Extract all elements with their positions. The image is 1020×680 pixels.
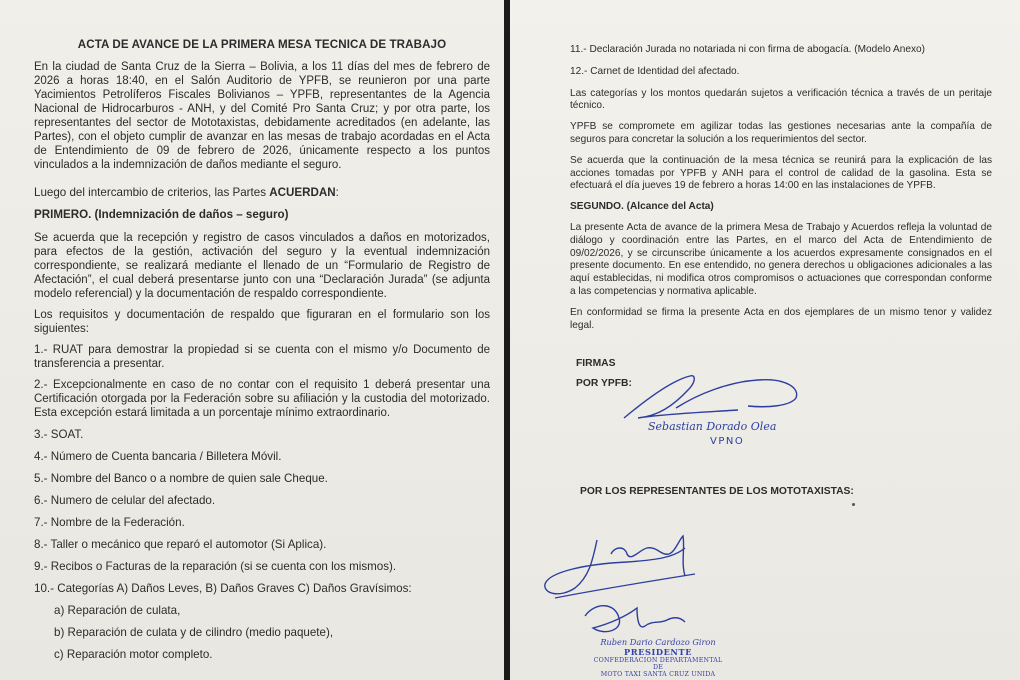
sub-item: a) Reparación de culata, [54, 604, 181, 617]
signature-note: VPNO [710, 436, 745, 447]
representantes-label: POR LOS REPRESENTANTES DE LOS MOTOTAXISTAS: [580, 486, 854, 497]
signature-name: Sebastian Dorado Olea [648, 420, 777, 433]
left-page [0, 0, 504, 680]
segundo-paragraph: La presente Acta de avance de la primera Mesa de Trabajo y Acuerdos refleja la voluntad de diálogo y coordinación entre las Partes, en el marco del Acta de Entendimiento de 09/02/2026, y se circunscribe únicamente a los acuerdos expresamente consignados en el presente documento. En ese entendido, no genera derechos u obligaciones adicionales a las aquí establecidas, ni modifica otros compromisos o actuaciones que correspondan conforme a las competencias y normativa aplicable. [570, 221, 992, 297]
list-item: 8.- Taller o mecánico que reparó el automotor (Si Aplica). [34, 538, 327, 551]
list-item: 4.- Número de Cuenta bancaria / Billetera Móvil. [34, 450, 282, 463]
list-item: 7.- Nombre de la Federación. [34, 516, 185, 529]
ypfb-commitment-paragraph: YPFB se compromete em agilizar todas las gestiones necesarias ante la compañía de seguros para concretar la solución a los requerimientos del sector. [570, 121, 992, 145]
agreement-suffix: : [335, 186, 339, 199]
signature-underline [555, 574, 695, 598]
list-item: 12.- Carnet de Identidad del afectado. [570, 65, 740, 77]
mototaxistas-signature [535, 518, 705, 608]
sub-item: c) Reparación motor completo. [54, 648, 213, 661]
stamp-name: Ruben Dario Cardozo Giron [600, 637, 716, 647]
por-ypfb-label: POR YPFB: [576, 378, 632, 390]
signature-stroke [545, 540, 685, 594]
list-item: 3.- SOAT. [34, 428, 84, 441]
signature-stroke [624, 376, 738, 418]
signature-stroke [585, 606, 685, 632]
categorias-paragraph: Las categorías y los montos quedarán sujetos a verificación técnica a través de un peritaje técnico. [570, 87, 992, 112]
requisitos-paragraph: Los requisitos y documentación de respaldo que figuraran en el formulario son los siguientes: [34, 309, 490, 335]
stamp-org-line1: CONFEDERACION DEPARTAMENTAL DE [593, 657, 723, 671]
signature-loop [676, 380, 797, 408]
agreement-line [34, 185, 490, 200]
primero-paragraph: Se acuerda que la recepción y registro de casos vinculados a daños en motorizados, para efectos de la gestión, activación del seguro y la eventual indemnización correspondiente, se realizará mediante el llenado de un “Formulario de Registro de Afectación”, el cual deberá presentarse junto con una “Declaración Jurada” (se adjunta modelo referencial) y la documentación de respaldo correspondiente. [34, 232, 490, 300]
list-item: 9.- Recibos o Facturas de la reparación (si se cuenta con los mismos). [34, 560, 397, 573]
continuacion-paragraph: Se acuerda que la continuación de la mesa técnica se reunirá para la explicación de las acciones tomadas por YPFB y ANH para el control de calidad de la gasolina. Esta se efectuará el día jueves 19 de febrero a horas 14:00 en las instalaciones de YPFB. [570, 154, 992, 192]
firmas-label: FIRMAS [576, 358, 616, 370]
list-item: 10.- Categorías A) Daños Leves, B) Daños Graves C) Daños Gravísimos: [34, 582, 412, 595]
list-item: 1.- RUAT para demostrar la propiedad si se cuenta con el mismo y/o Documento de transferencia a presentar. [34, 344, 490, 370]
agreement-prefix: Luego del intercambio de criterios, las Partes [34, 186, 270, 199]
ink-dot [852, 503, 855, 506]
segundo-heading: SEGUNDO. (Alcance del Acta) [570, 201, 714, 213]
stamp-signature [575, 596, 695, 640]
list-item: 6.- Numero de celular del afectado. [34, 494, 216, 507]
sub-item: b) Reparación de culata y de cilindro (medio paquete), [54, 626, 334, 639]
list-item: 11.- Declaración Jurada no notariada ni con firma de abogacía. (Modelo Anexo) [570, 44, 925, 55]
signature-stroke [611, 536, 685, 576]
acta-title: ACTA DE AVANCE DE LA PRIMERA MESA TECNICA DE TRABAJO [77, 38, 447, 51]
conformidad-paragraph: En conformidad se firma la presente Acta en dos ejemplares de un mismo tenor y validez legal. [570, 306, 992, 331]
agreement-keyword: ACUERDAN [269, 186, 336, 199]
ypfb-signature [618, 368, 818, 448]
intro-paragraph: En la ciudad de Santa Cruz de la Sierra – Bolivia, a los 11 días del mes de febrero de 2026 a horas 18:40, en el Salón Auditorio de YPFB, se reunieron por una parte Yacimientos Petrolíferos Fiscales Bolivianos – YPFB, representantes de la Agencia Nacional de Hidrocarburos - ANH, y del Comité Pro Santa Cruz; y por otra parte, los representantes del sector de Mototaxistas, debidamente acreditados (en adelante, las Partes), con el objeto cumplir de avanzar en las mesas de trabajo acordadas en el Acta de Entendimiento de 09 de febrero de 2026, únicamente respecto a los puntos vinculados a la indemnización de daños mediante el seguro. [34, 61, 490, 171]
stamp-role: PRESIDENTE [623, 647, 693, 657]
list-item: 2.- Excepcionalmente en caso de no contar con el requisito 1 deberá presentar una Certificación otorgada por la Federación sobre su afiliación y la custodia del motorizado. Esta excepción estará limitada a un porcentaje mínimo extraordinario. [34, 379, 490, 419]
list-item: 5.- Nombre del Banco o a nombre de quien sale Cheque. [34, 472, 328, 485]
primero-heading: PRIMERO. (Indemnización de daños – seguro) [34, 208, 289, 221]
stamp-org-line2: MOTO TAXI SANTA CRUZ UNIDA [600, 671, 716, 678]
confederation-stamp [590, 637, 726, 678]
